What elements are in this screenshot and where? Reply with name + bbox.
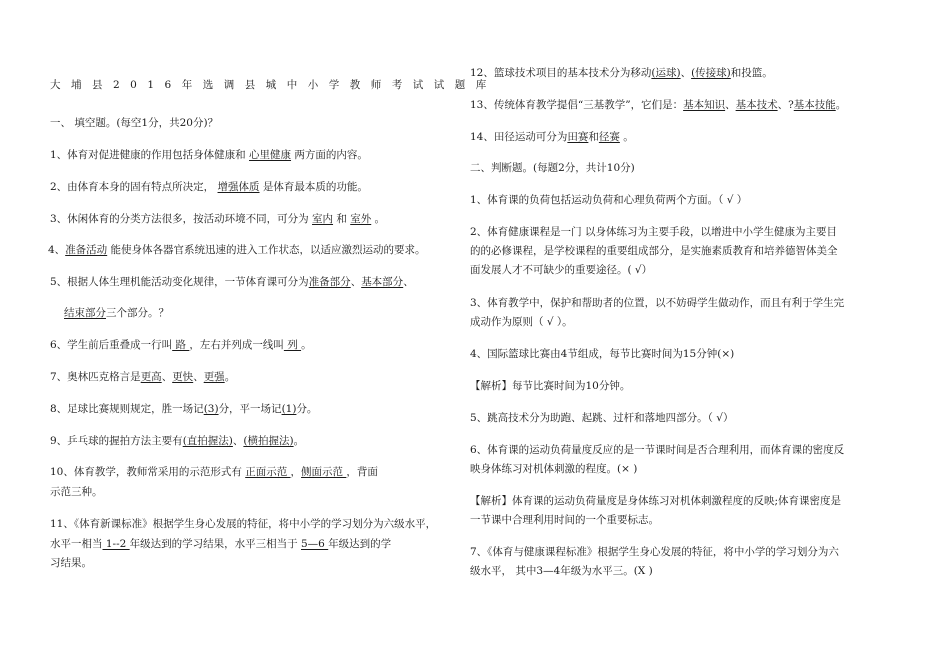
judge-3-cont: 成动作为原则（ √ ）。 [470, 316, 573, 328]
judge-2: 2、体育健康课程是一门 以身体练习为主要手段，以增进中小学生健康为主要目 [470, 226, 838, 238]
question-11: 11、《体育新课标准》根据学生身心发展的特征，将中小学的学习划分为六级水平， [50, 518, 437, 530]
question-7: 7、奥林匹克格言是更高、更快、更强。 [50, 371, 236, 383]
question-11-cont: 水平一相当 1--2 年级达到的学习结果，水平三相当于 5—6 年级达到的学 [50, 538, 392, 550]
section-true-false: 二、判断题。(每题2分，共计10分) [470, 162, 635, 174]
judge-2-cont: 的的必修课程，是学校课程的重要组成部分，是实施素质教育和培养德智体美全 [470, 245, 838, 257]
section-fill-blank: 一、 填空题。(每空1分，共20分)？ [50, 117, 219, 129]
judge-2-end: 面发展人才不可缺少的重要途径。( √） [470, 264, 653, 276]
judge-4-explanation: 【解析】每节比赛时间为10分钟。 [470, 380, 631, 392]
question-5: 5、根据人体生理机能活动变化规律，一节体育课可分为准备部分、基本部分、 [50, 276, 414, 288]
judge-7: 7、《体育与健康课程标准》根据学生身心发展的特征，将中小学的学习划分为六 [470, 546, 839, 558]
judge-6: 6、体育课的运动负荷量度反应的是一节课时间是否合理利用，而体育课的密度反 [470, 444, 845, 456]
question-3: 3、休闲体育的分类方法很多，按活动环境不同，可分为 室内 和 室外 。 [50, 213, 386, 225]
question-12: 12、篮球技术项目的基本技术分为移动(运球)、(传接球)和投篮。 [470, 67, 773, 79]
question-4: 4、准备活动 能使身体各器官系统迅速的进入工作状态，以适应激烈运动的要求。 [48, 244, 426, 256]
question-10: 10、体育教学，教师常采用的示范形式有 正面示范 ，侧面示范 ，背面 [50, 466, 378, 478]
question-6: 6、学生前后重叠成一行叫 路 ，左右并列成一线叫 列 。 [50, 339, 312, 351]
judge-6-explanation: 【解析】体育课的运动负荷量度是身体练习对机体刺激程度的反映;体育课密度是 [470, 495, 842, 507]
judge-4: 4、国际篮球比赛由4节组成，每节比赛时间为15分钟(×) [470, 348, 735, 360]
question-11-end: 习结果。 [50, 557, 92, 569]
question-9: 9、乒乓球的握拍方法主要有(直拍握法)、(横拍握法)。 [50, 435, 305, 447]
judge-1: 1、体育课的负荷包括运动负荷和心理负荷两个方面。（ √ ） [470, 194, 748, 206]
judge-6-explanation-cont: 一节课中合理利用时间的一个重要标志。 [470, 514, 659, 526]
judge-5: 5、跳高技术分为助跑、起跳、过杆和落地四部分。（ √） [470, 412, 734, 424]
question-10-cont: 示范三种。 [50, 486, 103, 498]
question-5-cont: 结束部分三个部分。？ [64, 307, 169, 319]
question-14: 14、田径运动可分为田赛和径赛 。 [470, 131, 634, 143]
exam-title: 大埔县2016年选调县城中小学教师考试试题库 [50, 79, 497, 91]
question-8: 8、足球比赛规则规定，胜一场记(3)分，平一场记(1)分。 [50, 403, 318, 415]
judge-6-cont: 映身体练习对机体刺激的程度。(× ) [470, 463, 638, 475]
judge-3: 3、体育教学中，保护和帮助者的位置，以不妨碍学生做动作，而且有利于学生完 [470, 297, 845, 309]
question-2: 2、由体育本身的固有特点所决定， 增强体质 是体育最本质的功能。 [50, 181, 368, 193]
judge-7-cont: 级水平， 其中3—4年级为水平三。(X ) [470, 565, 653, 577]
question-13: 13、传统体育教学提倡“三基教学”，它们是：基本知识、基本技术、?基本技能。 [470, 99, 847, 111]
question-1: 1、体育对促进健康的作用包括身体健康和 心里健康 两方面的内容。 [50, 149, 368, 161]
